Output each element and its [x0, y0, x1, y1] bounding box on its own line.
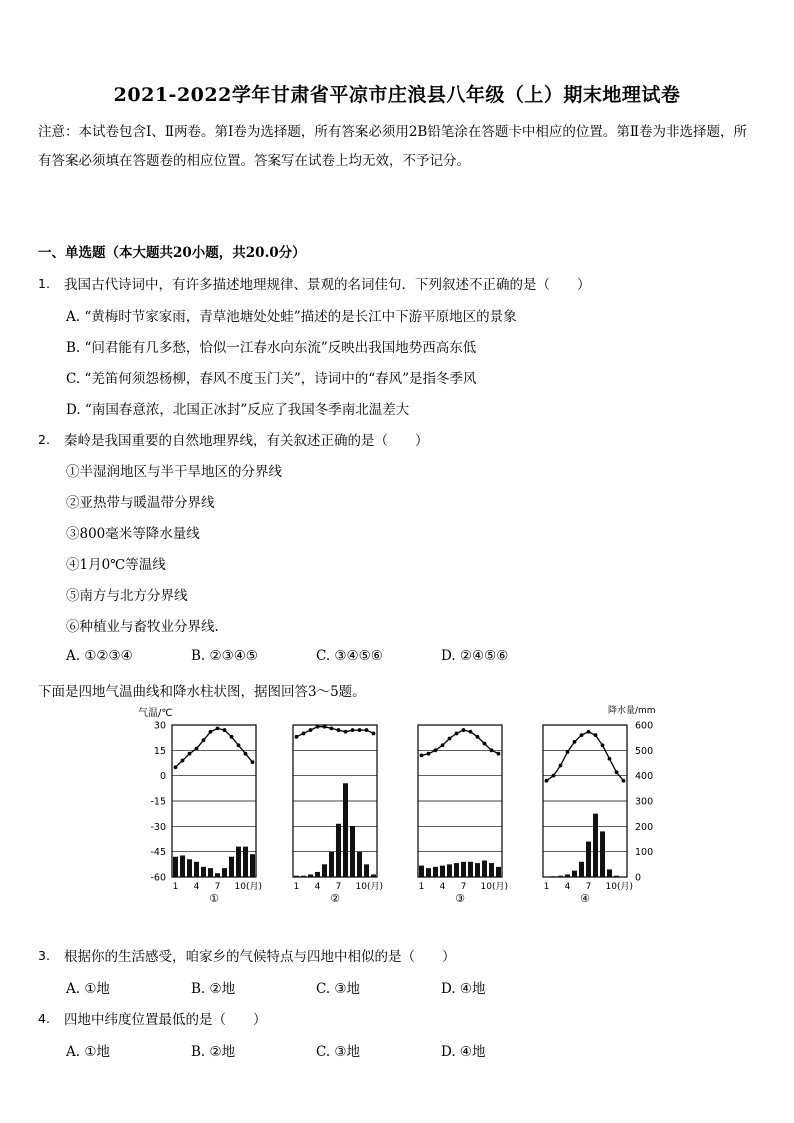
temp-point — [608, 757, 612, 761]
x-tick-label: 4 — [439, 882, 446, 892]
temp-point — [566, 750, 570, 754]
answer-options — [66, 648, 566, 664]
left-tick-label: -60 — [150, 872, 166, 884]
question-stem: 四地中纬度位置最低的是（ ） — [64, 1012, 267, 1028]
option-b: B. ②地 — [191, 1044, 236, 1060]
panel-label: ④ — [580, 892, 590, 905]
x-tick-label: 7 — [585, 882, 592, 892]
statement-item: ④1月0℃等温线 — [66, 557, 166, 573]
precip-bar — [572, 871, 577, 877]
temp-point — [434, 748, 438, 752]
temp-point — [316, 725, 320, 729]
temp-point — [202, 738, 206, 742]
temp-point — [469, 730, 473, 734]
left-tick-label: -15 — [150, 796, 166, 808]
precip-bar — [600, 831, 605, 877]
option-b: B. ②③④⑤ — [191, 648, 258, 664]
precip-bar — [433, 867, 438, 877]
option-c: C. ③地 — [316, 981, 361, 997]
x-tick-label: 4 — [193, 882, 200, 892]
x-tick-label: 1 — [543, 882, 550, 892]
right-tick-label: 100 — [635, 847, 654, 859]
chart-intro: 下面是四地气温曲线和降水柱状图，据图回答3～5题。 — [38, 684, 366, 700]
left-tick-label: -30 — [150, 821, 166, 833]
precip-bar — [544, 876, 549, 877]
x-tick-label: 4 — [564, 882, 571, 892]
temp-point — [448, 737, 452, 741]
temp-point — [490, 748, 494, 752]
answer-options — [66, 977, 566, 997]
precip-bar — [194, 862, 199, 877]
temp-point — [223, 728, 227, 732]
precip-bar — [229, 857, 234, 877]
precip-bar — [180, 855, 185, 877]
page-title: 2021-2022学年甘肃省平凉市庄浪县八年级（上）期末地理试卷 — [113, 84, 681, 106]
x-tick-label: 1 — [172, 882, 179, 892]
question-stem: 我国古代诗词中，有许多描述地理规律、景观的名词佳句．下列叙述不正确的是（ ） — [64, 277, 591, 293]
precip-bar — [187, 859, 192, 877]
climate-chart — [130, 700, 670, 910]
temp-point — [545, 779, 549, 783]
precip-bar — [294, 876, 299, 877]
precip-bar — [468, 862, 473, 877]
precip-bar — [243, 847, 248, 877]
option-c: C. ③④⑤⑥ — [316, 648, 383, 664]
temp-point — [587, 730, 591, 734]
temp-line — [176, 728, 253, 767]
x-tick-label: 7 — [214, 882, 221, 892]
temp-point — [344, 730, 348, 734]
precip-bar — [315, 872, 320, 877]
right-tick-label: 500 — [635, 745, 654, 757]
answer-options — [66, 1040, 566, 1060]
temp-point — [302, 732, 306, 736]
precip-bar — [364, 864, 369, 877]
precip-bar — [565, 874, 570, 877]
temp-line — [547, 732, 624, 781]
exam-notice: 注意：本试卷包含Ⅰ、Ⅱ两卷。第Ⅰ卷为选择题，所有答案必须用2B铅笔涂在答题卡中相应的位置。第Ⅱ卷为非选择题，所有答案必须填在答题卷的相应位置。答案写在试卷上均无效，不予记分。 — [38, 124, 748, 169]
x-tick-label: 10(月) — [355, 882, 383, 892]
temp-point — [358, 728, 362, 732]
x-tick-label: 1 — [293, 882, 300, 892]
x-tick-label: 7 — [335, 882, 342, 892]
panel-label: ③ — [455, 892, 465, 905]
temp-point — [181, 759, 185, 763]
precip-bar — [357, 852, 362, 877]
temp-point — [295, 735, 299, 739]
temp-point — [441, 743, 445, 747]
temp-point — [230, 735, 234, 739]
precip-bar — [301, 876, 306, 877]
left-tick-label: -45 — [150, 847, 166, 859]
option-b: B. “问君能有几多愁，恰似一江春水向东流”反映出我国地势西高东低 — [66, 340, 477, 356]
left-tick-label: 0 — [159, 771, 166, 783]
temp-point — [330, 726, 334, 730]
left-tick-label: 15 — [153, 745, 166, 757]
temp-point — [594, 733, 598, 737]
temp-point — [476, 735, 480, 739]
statement-item: ⑥种植业与畜牧业分界线. — [66, 619, 219, 635]
question-number: 3. — [38, 948, 50, 963]
question-number: 1. — [38, 276, 50, 291]
statement-item: ①半湿润地区与半干旱地区的分界线 — [66, 464, 282, 480]
precip-bar — [482, 861, 487, 877]
right-axis-title: 降水量/mm — [608, 706, 656, 716]
x-tick-label: 1 — [418, 882, 425, 892]
option-c: C. “羌笛何须怨杨柳，春风不度玉门关”，诗词中的“春风”是指冬季风 — [66, 371, 477, 387]
temp-point — [462, 728, 466, 732]
precip-bar — [461, 862, 466, 877]
precip-bar — [208, 868, 213, 877]
temp-point — [337, 728, 341, 732]
temp-point — [573, 740, 577, 744]
precip-bar — [440, 866, 445, 877]
precip-bar — [621, 876, 626, 877]
precip-bar — [250, 854, 255, 877]
temp-point — [174, 765, 178, 769]
precip-bar — [558, 876, 563, 877]
option-d: D. ④地 — [441, 1044, 486, 1060]
temp-point — [483, 742, 487, 746]
precip-bar — [496, 867, 501, 877]
precip-bar — [222, 868, 227, 877]
x-tick-label: 10(月) — [234, 882, 262, 892]
statement-item: ③800毫米等降水量线 — [66, 526, 200, 542]
precip-bar — [607, 869, 612, 877]
precip-bar — [322, 864, 327, 877]
temp-line — [422, 730, 499, 755]
temp-point — [427, 752, 431, 756]
right-tick-label: 600 — [635, 720, 654, 732]
statement-item: ②亚热带与暖温带分界线 — [66, 495, 215, 511]
temp-point — [351, 728, 355, 732]
precip-bar — [593, 814, 598, 877]
x-tick-label: 7 — [460, 882, 467, 892]
temp-point — [622, 779, 626, 783]
precip-bar — [447, 864, 452, 877]
temp-point — [195, 747, 199, 751]
temp-point — [615, 770, 619, 774]
temp-point — [323, 725, 327, 729]
precip-bar — [371, 874, 376, 877]
question-number: 4. — [38, 1011, 50, 1026]
temp-point — [497, 752, 501, 756]
temp-point — [580, 733, 584, 737]
temp-line — [297, 727, 374, 737]
temp-point — [372, 732, 376, 736]
precip-bar — [350, 826, 355, 877]
precip-bar — [489, 863, 494, 877]
precip-bar — [454, 863, 459, 877]
option-d: D. ②④⑤⑥ — [441, 648, 509, 664]
left-tick-label: 30 — [153, 720, 166, 732]
temp-point — [216, 726, 220, 730]
temp-point — [251, 760, 255, 764]
precip-bar — [343, 783, 348, 877]
section-heading: 一、单选题（本大题共20小题，共20.0分） — [38, 245, 306, 261]
precip-bar — [336, 824, 341, 877]
x-tick-label: 4 — [314, 882, 321, 892]
option-b: B. ②地 — [191, 981, 236, 997]
option-c: C. ③地 — [316, 1044, 361, 1060]
precip-bar — [173, 857, 178, 877]
right-tick-label: 300 — [635, 796, 654, 808]
precip-bar — [426, 868, 431, 877]
precip-bar — [236, 847, 241, 877]
precip-bar — [419, 866, 424, 877]
x-tick-label: 10(月) — [605, 882, 633, 892]
precip-bar — [475, 863, 480, 877]
option-d: D. “南国春意浓，北国正冰封”反应了我国冬季南北温差大 — [66, 402, 410, 418]
right-tick-label: 400 — [635, 771, 654, 783]
question-number: 2. — [38, 432, 50, 447]
temp-point — [552, 774, 556, 778]
temp-point — [209, 730, 213, 734]
precip-bar — [308, 874, 313, 877]
temp-point — [365, 728, 369, 732]
left-axis-title: 气温/℃ — [138, 708, 173, 719]
panel-label: ① — [209, 892, 219, 905]
right-tick-label: 200 — [635, 821, 654, 833]
temp-point — [559, 764, 563, 768]
question-stem: 根据你的生活感受，咱家乡的气候特点与四地中相似的是（ ） — [64, 949, 456, 965]
temp-point — [601, 743, 605, 747]
option-a: A. “黄梅时节家家雨，青草池塘处处蛙”描述的是长江中下游平原地区的景象 — [66, 309, 517, 325]
temp-point — [188, 752, 192, 756]
right-tick-label: 0 — [635, 872, 642, 884]
temp-point — [309, 728, 313, 732]
temp-point — [420, 754, 424, 758]
option-a: A. ①地 — [66, 1044, 110, 1060]
precip-bar — [215, 873, 220, 877]
precip-bar — [586, 842, 591, 877]
precip-bar — [579, 862, 584, 877]
precip-bar — [551, 876, 556, 877]
x-tick-label: 10(月) — [480, 882, 508, 892]
option-a: A. ①②③④ — [66, 648, 133, 664]
option-d: D. ④地 — [441, 981, 486, 997]
temp-point — [244, 752, 248, 756]
option-a: A. ①地 — [66, 981, 110, 997]
question-stem: 秦岭是我国重要的自然地理界线，有关叙述正确的是（ ） — [64, 433, 429, 449]
temp-point — [237, 743, 241, 747]
precip-bar — [614, 876, 619, 877]
statement-item: ⑤南方与北方分界线 — [66, 588, 188, 604]
temp-point — [455, 732, 459, 736]
precip-bar — [329, 852, 334, 877]
precip-bar — [201, 867, 206, 877]
panel-label: ② — [330, 892, 340, 905]
